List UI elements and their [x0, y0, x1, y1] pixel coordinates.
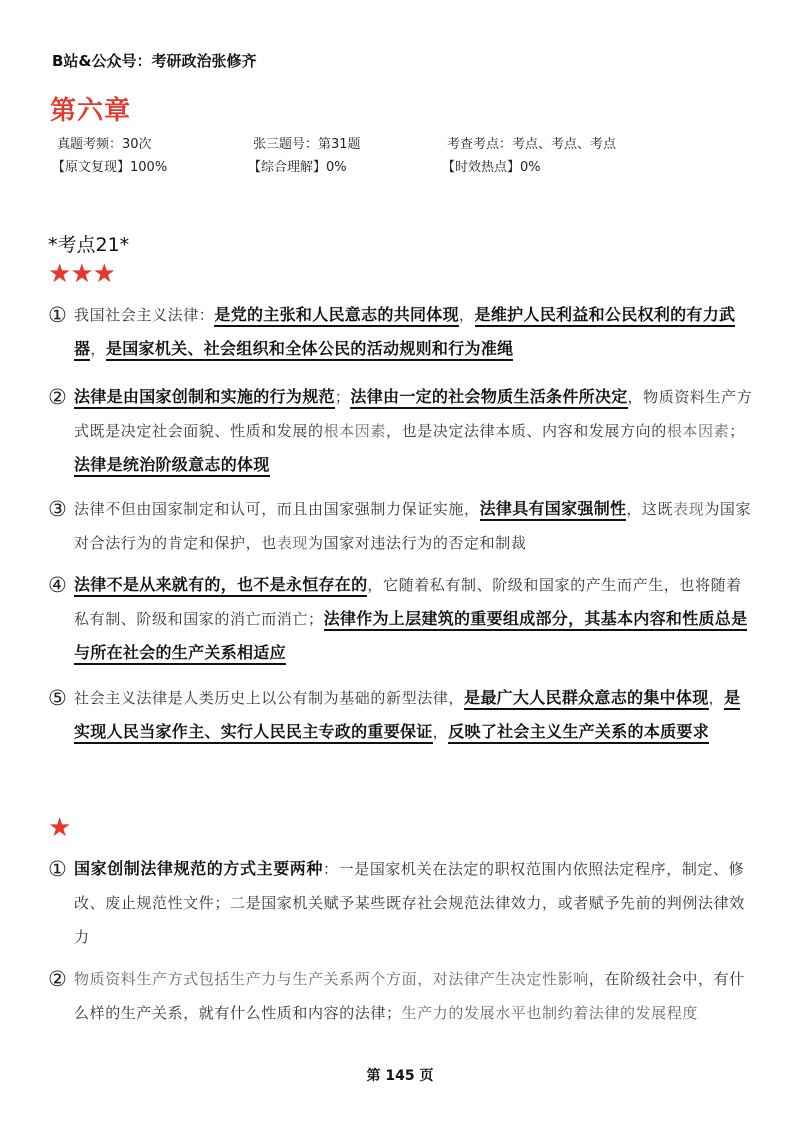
key-phrase: 是最广大人民群众意志的集中体现 [464, 688, 709, 710]
text-segment: ：一是国家机关在法定的职权范围内依照法定程序，制定、修改、废止规范性文件；二是国家机关赋予某些既存社会规范法律效力，或者赋予先前的判例法律效力 [74, 860, 745, 946]
key-phrase: 法律由一定的社会物质生活条件所决定 [350, 387, 627, 409]
text-segment: 社会主义法律是人类历史上以公有制为基础的新型法律， [74, 689, 465, 707]
key-phrase: 是党的主张和人民意志的共同体现 [214, 305, 459, 327]
meta-comprehensive: 【综合理解】0% [248, 160, 347, 175]
key-phrase: 法律具有国家强制性 [480, 499, 627, 521]
text-segment: ， [432, 723, 449, 741]
importance-stars: ★★★ [48, 259, 115, 289]
item-number: ② [48, 385, 67, 409]
key-phrase: 是维护人民利益和公民权利的有力武器 [74, 305, 735, 361]
item-text [74, 681, 754, 749]
text-segment: 生产力的发展水平也制约着法律的发展程度 [401, 1004, 699, 1022]
item-text [74, 568, 754, 670]
key-phrase: 反映了社会主义生产关系的本质要求 [448, 722, 709, 744]
text-segment: ，在阶级社会中，有什么样的生产关系，就有什么性质和内容的法律； [74, 970, 745, 1022]
text-segment: 表现 [673, 500, 705, 518]
text-segment: 为国家对合法行为的肯定和保护，也 [74, 500, 752, 552]
text-segment: ，也是决定法律本质、内容和发展方向的 [386, 422, 667, 440]
meta-question-no: 张三题号：第31题 [253, 137, 361, 152]
importance-star: ★ [48, 813, 72, 843]
key-phrase: 法律是由国家创制和实施的行为规范 [74, 387, 335, 409]
item-number: ② [48, 967, 67, 991]
text-segment: 表现 [276, 534, 309, 552]
key-phrase: 法律不是从来就有的，也不是永恒存在的 [74, 575, 367, 597]
meta-points: 考查考点：考点、考点、考点 [447, 137, 617, 152]
text-segment: 根本因素 [323, 422, 387, 440]
text-segment: ， [458, 306, 475, 324]
text-segment: 物质资料生产方式包括生产力与生产关系两个方面，对法律产生决定性影响 [74, 970, 589, 988]
item-number: ④ [48, 573, 67, 597]
item-number: ① [48, 303, 67, 327]
text-segment: 根本因素 [666, 422, 730, 440]
meta-frequency: 真题考频：30次 [57, 137, 152, 152]
text-segment: ，物质资料生产方式既是决定社会面貌、性质和发展的 [74, 388, 753, 440]
item-text [74, 298, 754, 366]
list-item [48, 852, 754, 954]
text-segment: ； [334, 388, 351, 406]
text-segment: 为国家对违法行为的否定和制裁 [308, 534, 527, 552]
key-phrase: 是实现人民当家作主、实行人民民主专政的重要保证 [74, 688, 740, 744]
list-item [48, 380, 754, 482]
text-segment: 法律不但由国家制定和认可，而且由国家强制力保证实施， [74, 500, 480, 518]
key-phrase: 法律作为上层建筑的重要组成部分，其基本内容和性质总是与所在社会的生产关系相适应 [74, 609, 747, 665]
meta-original: 【原文复现】100% [52, 160, 168, 175]
item-number: ① [48, 857, 67, 881]
list-item [48, 568, 754, 670]
bold-phrase: 国家创制法律规范的方式主要两种 [74, 859, 324, 878]
list-item [48, 492, 754, 560]
item-text [74, 962, 754, 1030]
key-phrase: 是国家机关、社会组织和全体公民的活动规则和行为准绳 [106, 339, 514, 361]
key-phrase: 法律是统治阶级意志的体现 [74, 455, 270, 477]
text-segment: ，它随着私有制、阶级和国家的产生而产生，也将随着私有制、阶级和国家的消亡而消亡； [74, 576, 742, 628]
item-text [74, 492, 754, 560]
text-segment: ，这既 [626, 500, 674, 518]
chapter-title: 第六章 [50, 96, 132, 126]
item-number: ⑤ [48, 686, 67, 710]
meta-hotspot: 【时效热点】0% [442, 160, 541, 175]
list-item [48, 962, 754, 1030]
item-text [74, 380, 754, 482]
brand-header: B站&公众号：考研政治张修齐 [52, 52, 257, 70]
text-segment: 我国社会主义法律： [74, 306, 215, 324]
text-segment: ； [729, 422, 745, 440]
item-text [74, 852, 754, 954]
text-segment: ， [90, 340, 106, 358]
text-segment: ， [708, 689, 725, 707]
list-item [48, 681, 754, 749]
list-item [48, 298, 754, 366]
page-number: 第 145 页 [366, 1068, 434, 1084]
item-number: ③ [48, 497, 67, 521]
section-title: *考点21* [48, 234, 130, 256]
